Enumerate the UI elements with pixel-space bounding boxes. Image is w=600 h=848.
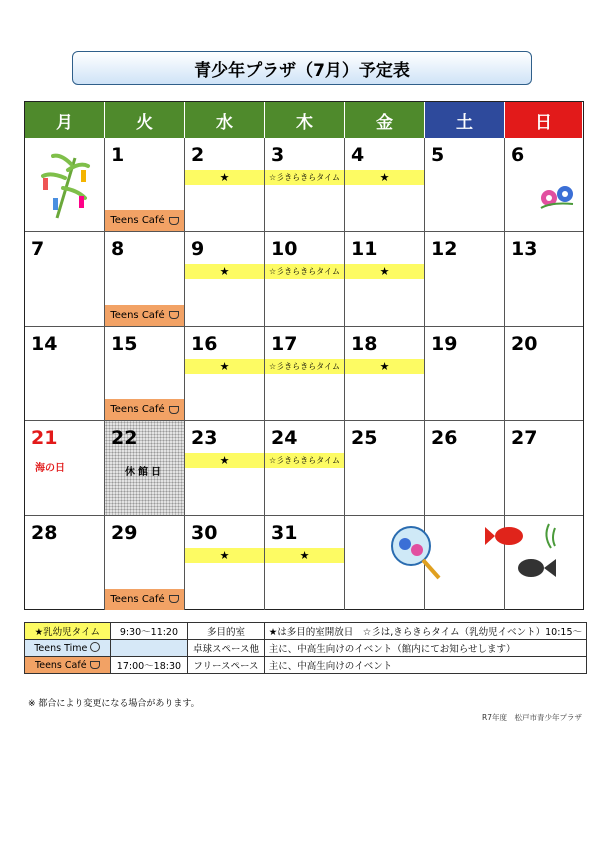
day-number: 11 xyxy=(351,238,378,261)
day-number: 27 xyxy=(511,427,538,450)
calendar-grid xyxy=(24,101,584,610)
teens-cafe-bar xyxy=(105,210,184,231)
day-cell xyxy=(105,232,185,326)
legend-place: フリースペース xyxy=(188,657,265,674)
day-number: 6 xyxy=(511,144,525,166)
day-cell xyxy=(25,327,105,421)
star-bar: ★ xyxy=(185,453,264,468)
day-number: 31 xyxy=(271,521,298,544)
star-bar: ★ xyxy=(345,359,424,374)
day-number: 5 xyxy=(431,144,445,166)
kirakira-bar: ☆彡きらきらタイム xyxy=(265,359,344,374)
day-cell xyxy=(185,138,265,232)
closed-label: 休館日 xyxy=(125,467,164,479)
kirakira-bar: ☆彡きらきらタイム xyxy=(265,170,344,185)
day-cell xyxy=(185,516,265,610)
star-bar: ★ xyxy=(185,170,264,185)
bamboo-icon xyxy=(35,148,99,220)
day-cell xyxy=(105,516,185,610)
day-cell xyxy=(265,232,345,326)
legend-time: 17:00～18:30 xyxy=(110,657,188,674)
title-text: 青少年プラザ（7月）予定表 xyxy=(194,60,410,81)
clock-icon xyxy=(90,642,100,652)
day-number: 15 xyxy=(111,332,138,355)
day-cell xyxy=(25,232,105,326)
legend-row xyxy=(25,623,587,640)
day-cell xyxy=(345,421,425,515)
day-number: 20 xyxy=(511,332,538,355)
day-cell xyxy=(105,138,185,232)
star-bar: ★ xyxy=(185,264,264,279)
day-number: 13 xyxy=(511,238,538,261)
day-cell xyxy=(425,232,505,326)
day-number: 16 xyxy=(191,332,218,355)
legend-time xyxy=(110,640,188,657)
teens-cafe-bar xyxy=(105,589,184,610)
day-cell xyxy=(265,138,345,232)
morning-glory-icon xyxy=(537,182,577,212)
footer-text: R7年度 松戸市青少年プラザ xyxy=(482,713,582,722)
teens-cafe-bar xyxy=(105,305,184,326)
legend-desc: ★は多目的室開放日 ☆彡は,きらきらタイム（乳幼児イベント）10:15～ xyxy=(264,623,586,640)
day-cell xyxy=(425,138,505,232)
day-number: 30 xyxy=(191,521,218,544)
holiday-label: 海の日 xyxy=(35,463,65,475)
day-cell xyxy=(425,421,505,515)
day-number: 4 xyxy=(351,144,365,166)
legend-row xyxy=(25,657,587,674)
legend-time: 9:30～11:20 xyxy=(110,623,188,640)
teens-cafe-label: Teens Café xyxy=(110,309,165,321)
day-number: 19 xyxy=(431,332,458,355)
uchiwa-fan-icon xyxy=(387,524,443,582)
day-cell xyxy=(505,232,583,326)
legend-place: 多目的室 xyxy=(188,623,265,640)
day-number: 28 xyxy=(31,521,58,544)
day-number: 17 xyxy=(271,332,298,355)
day-number: 7 xyxy=(31,238,45,261)
weekday-header: 木 xyxy=(265,102,345,138)
legend-key: ★乳幼児タイム xyxy=(25,623,111,640)
teens-cafe-label: Teens Café xyxy=(110,593,165,605)
goldfish-icon xyxy=(483,514,563,586)
cup-icon xyxy=(90,661,100,669)
day-cell xyxy=(265,421,345,515)
star-bar: ★ xyxy=(345,170,424,185)
weekday-header: 土 xyxy=(425,102,505,138)
page-title xyxy=(72,51,532,85)
day-number: 12 xyxy=(431,238,458,261)
cup-icon xyxy=(169,595,179,603)
weekday-header: 火 xyxy=(105,102,185,138)
day-cell xyxy=(505,327,583,421)
day-cell xyxy=(185,327,265,421)
day-cell xyxy=(25,516,105,610)
legend-place: 卓球スペース他 xyxy=(188,640,265,657)
day-cell xyxy=(265,516,345,610)
day-cell xyxy=(185,421,265,515)
cup-icon xyxy=(169,217,179,225)
teens-cafe-label: Teens Café xyxy=(110,215,165,227)
note-text: ※ 都合により変更になる場合があります。 xyxy=(28,699,200,709)
day-number: 18 xyxy=(351,332,378,355)
day-number: 3 xyxy=(271,144,285,166)
day-number: 10 xyxy=(271,238,298,261)
day-number: 22 xyxy=(111,427,138,450)
star-bar: ★ xyxy=(345,264,424,279)
day-cell xyxy=(425,327,505,421)
weekday-header: 金 xyxy=(345,102,425,138)
day-cell xyxy=(265,327,345,421)
day-cell xyxy=(105,327,185,421)
day-number: 14 xyxy=(31,332,58,355)
day-number: 2 xyxy=(191,144,205,166)
legend-desc: 主に、中高生向けのイベント（館内にてお知らせします） xyxy=(264,640,586,657)
weekday-header: 月 xyxy=(25,102,105,138)
day-number: 8 xyxy=(111,238,125,261)
legend-desc: 主に、中高生向けのイベント xyxy=(264,657,586,674)
day-cell xyxy=(105,421,185,515)
kirakira-bar: ☆彡きらきらタイム xyxy=(265,264,344,279)
day-number: 23 xyxy=(191,427,218,450)
day-number: 9 xyxy=(191,238,205,261)
star-bar: ★ xyxy=(265,548,344,563)
legend-key: Teens Café xyxy=(25,657,111,674)
day-number: 29 xyxy=(111,521,138,544)
legend-row xyxy=(25,640,587,657)
day-number: 24 xyxy=(271,427,298,450)
legend-table xyxy=(24,622,587,674)
day-cell xyxy=(185,232,265,326)
cup-icon xyxy=(169,406,179,414)
day-number: 26 xyxy=(431,427,458,450)
day-cell xyxy=(345,138,425,232)
legend-key: Teens Time xyxy=(25,640,111,657)
day-cell xyxy=(345,327,425,421)
day-number: 1 xyxy=(111,144,125,166)
day-number: 25 xyxy=(351,427,378,450)
kirakira-bar: ☆彡きらきらタイム xyxy=(265,453,344,468)
day-cell xyxy=(25,421,105,515)
day-number: 21 xyxy=(31,427,58,450)
teens-cafe-bar xyxy=(105,399,184,420)
star-bar: ★ xyxy=(185,548,264,563)
teens-cafe-label: Teens Café xyxy=(110,404,165,416)
day-cell xyxy=(505,421,583,515)
weekday-header: 日 xyxy=(505,102,583,138)
day-cell xyxy=(345,232,425,326)
weekday-header: 水 xyxy=(185,102,265,138)
cup-icon xyxy=(169,311,179,319)
star-bar: ★ xyxy=(185,359,264,374)
